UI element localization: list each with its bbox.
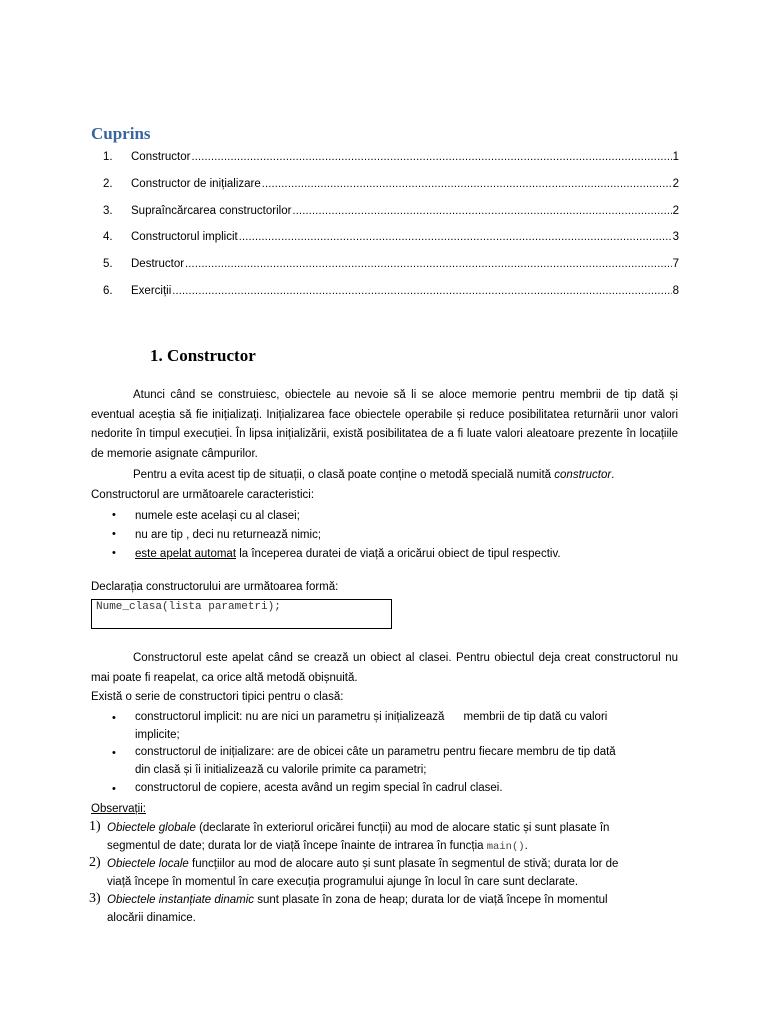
toc-item-label: Constructorul implicit [131,231,238,243]
observation-line: Obiectele locale funcțiilor au mod de alocare auto și sunt plasate în segmentul de stivă; durata lor de [107,858,619,870]
code-text: Nume_clasa(lista parametri); [96,601,281,613]
observation-term: Obiectele locale [107,858,189,870]
toc-item[interactable] [103,255,679,271]
toc-item-number: 5. [103,258,113,270]
bullet-dot: • [112,547,116,559]
toc-item-page: 3 [672,231,679,243]
toc-leader-dots [185,257,672,271]
observation-line: alocării dinamice. [107,912,196,924]
observation-line: segmentul de date; durata lor de viață începe înainte de intrarea în funcția main(). [107,840,528,853]
constructor-type-text: din clasă și îi initializează cu valorile primite ca parametri; [135,764,427,776]
toc-leader-dots [262,177,672,191]
toc-item[interactable] [103,175,679,191]
toc-item-label: Supraîncărcarea constructorilor [131,205,292,217]
toc-item-number: 1. [103,151,113,163]
toc-item[interactable] [103,228,679,244]
toc-item-number: 2. [103,178,113,190]
constructor-type-text: constructorul de inițializare: are de obicei câte un parametru pentru fiecare membru de tip dată [135,746,616,758]
bullet-dot: • [112,528,116,540]
declaration-label: Declarația constructorului are următoarea formă: [91,581,339,593]
observation-line: Obiectele globale (declarate în exteriorul oricărei funcții) au mod de alocare static și sunt plasate în [107,822,610,834]
observation-term: Obiectele globale [107,822,196,834]
observations-label: Observații: [91,803,146,815]
observation-number: 3) [89,891,101,906]
toc-item[interactable] [103,148,679,164]
toc-item-label: Exerciții [131,285,172,297]
observation-line: viață începe în momentul în care execuția programului ajunge în locul în care sunt declarate. [107,876,579,888]
toc-leader-dots [239,230,672,244]
toc-item-page: 8 [672,285,679,297]
toc-item[interactable] [103,282,679,298]
section-heading: 1. Constructor [150,346,256,365]
bullet-dot: • [112,783,116,795]
toc-item-page: 1 [672,151,679,163]
toc-item-number: 4. [103,231,113,243]
toc-item-number: 6. [103,285,113,297]
code-box [91,599,392,629]
bullet-dot: • [112,509,116,521]
observation-number: 2) [89,855,101,870]
toc-item-page: 7 [672,258,679,270]
paragraph-call: Constructorul este apelat când se crează un obiect al clasei. Pentru obiectul deja creat constructorul nu mai poate fi reapelat, ca orice altă metodă obișnuită. [91,652,678,684]
observation-term: Obiectele instanțiate dinamic [107,894,255,906]
toc-item-page: 2 [672,178,679,190]
toc-item-label: Destructor [131,258,185,270]
toc-item-number: 3. [103,205,113,217]
bullet-item: numele este același cu al clasei; [135,510,300,522]
constructor-type-text: constructorul implicit: nu are nici un parametru și inițializează membrii de tip dată cu valori [135,711,608,723]
paragraph-intro: Atunci când se construiesc, obiectele au nevoie să li se aloce memorie pentru membrii de tip dată și eventual aceștia să fie inițializați. Inițializarea face obiectele operabile și reduce posibilitatea returnării unor valori nedorite în timpul execuției. În lipsa inițializării, există posibilitatea de a fi luate valori aleatoare prezente în locațiile de memorie asignate câmpurilor. [91,389,678,460]
toc-item[interactable] [103,202,679,218]
toc-item-label: Constructor [131,151,191,163]
toc-leader-dots [292,204,671,218]
paragraph-types: Există o serie de constructori tipici pentru o clasă: [91,691,344,703]
constructor-type-text: constructorul de copiere, acesta având un regim special în cadrul clasei. [135,782,503,794]
toc-title: Cuprins [91,124,151,143]
paragraph-constructor-def: Pentru a evita acest tip de situații, o clasă poate conține o metodă specială numită constructor. [133,469,615,481]
constructor-type-text: implicite; [135,729,180,741]
toc-item-page: 2 [672,205,679,217]
toc-item-label: Constructor de inițializare [131,178,261,190]
inline-code: main() [486,841,525,853]
paragraph-characteristics: Constructorul are următoarele caracteristici: [91,489,315,501]
bullet-item: nu are tip , deci nu returnează nimic; [135,529,322,541]
toc-leader-dots [191,150,671,164]
observation-line: Obiectele instanțiate dinamic sunt plasate în zona de heap; durata lor de viață începe în momentul [107,894,608,906]
bullet-dot: • [112,712,116,724]
bullet-dot: • [112,747,116,759]
observation-number: 1) [89,819,101,834]
bullet-item: este apelat automat la începerea duratei de viață a oricărui obiect de tipul respectiv. [135,548,561,560]
toc-leader-dots [172,284,671,298]
